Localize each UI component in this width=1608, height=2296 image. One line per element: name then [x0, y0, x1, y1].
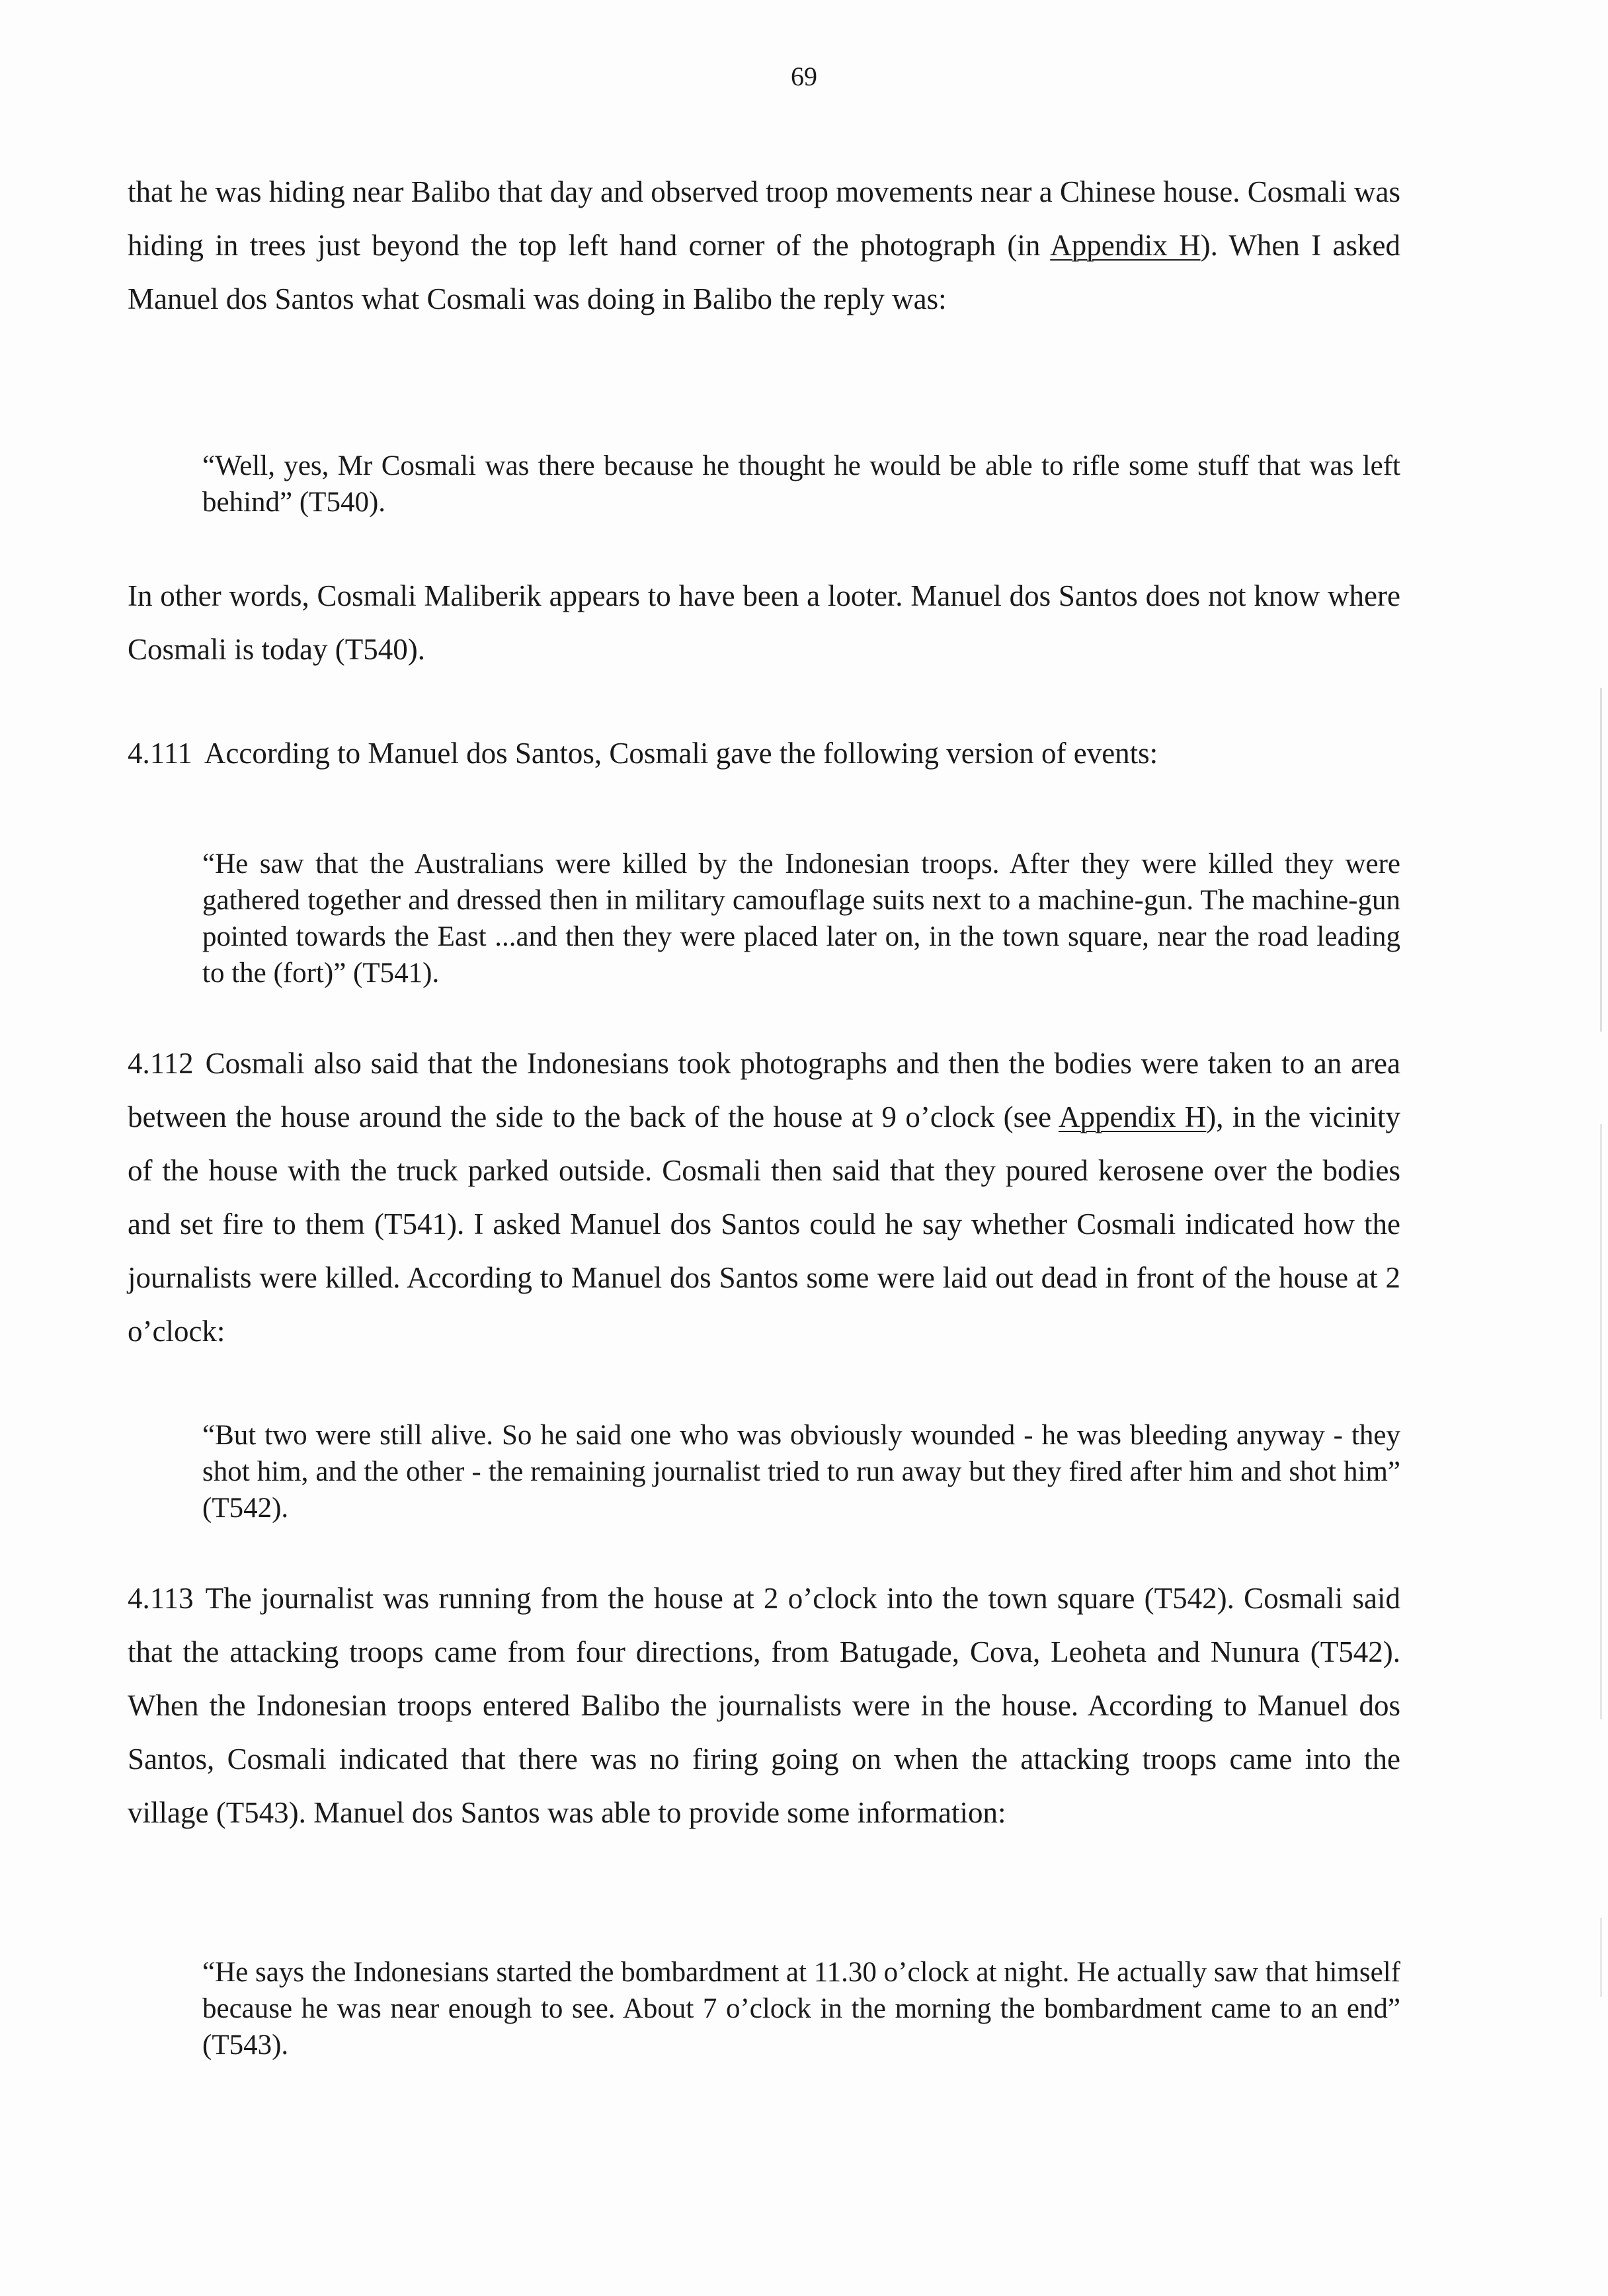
appendix-h-reference: Appendix H	[1058, 1100, 1207, 1133]
block-quote	[202, 448, 1400, 520]
appendix-h-reference: Appendix H	[1050, 229, 1201, 262]
paragraph-text: ), in the vicinity of the house with the truck parked outside. Cosmali then said that they poured kerosene over the bodies and set fire to them (T541). I asked Manuel dos Santos could he say whether Cosmali indicated how the journalists were killed. According to Manuel dos Santos some were laid out dead in front of the house at 2 o’clock:	[128, 1100, 1400, 1348]
quote-text: “He saw that the Australians were killed by the Indonesian troops. After they were killed they were gathered together and dressed then in military camouflage suits next to a machine-gun. The machine-gun pointed towards the East ...and then they were placed later on, in the town square, near the road leading to the (fort)” (T541).	[202, 848, 1400, 989]
page-number: 69	[791, 62, 817, 91]
paragraph-4-112	[128, 1037, 1400, 1358]
paragraph-4-113	[128, 1572, 1400, 1840]
paragraph-text: The journalist was running from the house at 2 o’clock into the town square (T542). Cosmali said that the attacking troops came from four directions, from Batugade, Cova, Leoheta and Nunura (T542). When the Indonesian troops entered Balibo the journalists were in the house. According to Manuel dos Santos, Cosmali indicated that there was no firing going on when the attacking troops came into the village (T543). Manuel dos Santos was able to provide some information:	[128, 1582, 1400, 1829]
paragraph-text: that he was hiding near Balibo that day and observed troop movements near a Chinese house. Cosmali was hiding in trees just beyond the top left hand corner of the photograph (in	[128, 175, 1400, 262]
paragraph-4-111	[128, 727, 1400, 780]
paragraph	[128, 569, 1400, 676]
quote-text: “He says the Indonesians started the bombardment at 11.30 o’clock at night. He actually saw that himself because he was near enough to see. About 7 o’clock in the morning the bombardment came to an end” (T543).	[202, 1957, 1400, 2061]
block-quote	[202, 1954, 1400, 2063]
block-quote	[202, 846, 1400, 991]
block-quote	[202, 1417, 1400, 1526]
quote-text: “Well, yes, Mr Cosmali was there because he thought he would be able to rifle some stuff that was left behind” (T540).	[202, 450, 1400, 518]
paragraph-text: Cosmali also said that the Indonesians took photographs and then the bodies were taken to an area between the house around the side to the back of the house at 9 o’clock (see	[128, 1047, 1400, 1133]
paragraph-continuation	[128, 165, 1400, 326]
scan-edge-artifact	[1600, 1918, 1602, 1997]
paragraph-number: 4.111	[128, 737, 192, 770]
paragraph-number: 4.113	[128, 1582, 194, 1615]
paragraph-text: ). When I asked Manuel dos Santos what Cosmali was doing in Balibo the reply was:	[128, 229, 1401, 315]
quote-text: “But two were still alive. So he said one who was obviously wounded - he was bleeding anyway - they shot him, and the other - the remaining journalist tried to run away but they fired after him and shot him” (T542).	[202, 1420, 1400, 1524]
scan-edge-artifact	[1600, 688, 1602, 1032]
paragraph-text: In other words, Cosmali Maliberik appears to have been a looter. Manuel dos Santos does not know where Cosmali is today (T540).	[128, 579, 1400, 666]
paragraph-text: According to Manuel dos Santos, Cosmali gave the following version of events:	[204, 737, 1158, 770]
scan-edge-artifact	[1600, 1124, 1602, 1719]
paragraph-number: 4.112	[128, 1047, 194, 1080]
